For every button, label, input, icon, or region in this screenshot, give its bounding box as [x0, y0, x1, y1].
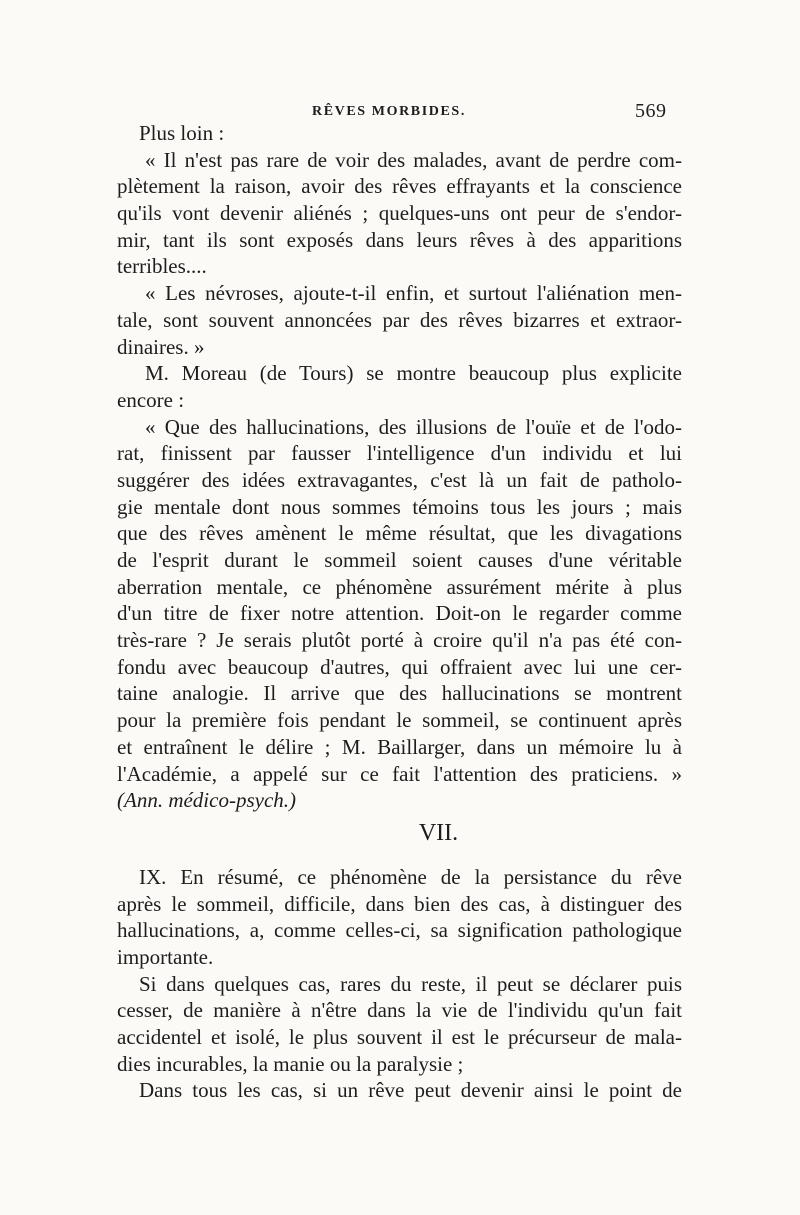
- text-line: l'Académie, a appelé sur ce fait l'attention des praticiens. »: [117, 761, 682, 786]
- text-line: aberration mentale, ce phénomène assurément mérite à plus: [117, 574, 682, 599]
- text-line: Dans tous les cas, si un rêve peut devenir ainsi le point de: [139, 1078, 682, 1103]
- page-number: 569: [635, 100, 667, 122]
- body-text: [117, 120, 682, 1104]
- text-line: qu'ils vont devenir aliénés ; quelques-uns ont peur de s'endor-: [117, 201, 682, 226]
- text-line: encore :: [117, 387, 185, 412]
- text-line: tale, sont souvent annoncées par des rêves bizarres et extraor-: [117, 307, 682, 332]
- text-line: M. Moreau (de Tours) se montre beaucoup plus explicite: [145, 361, 682, 386]
- text-line: « Les névroses, ajoute-t-il enfin, et surtout l'aliénation men-: [145, 281, 682, 306]
- text-line: terribles....: [117, 254, 207, 279]
- running-title: RÊVES MORBIDES.: [312, 104, 466, 119]
- section-heading: VII.: [418, 819, 459, 846]
- text-line: très-rare ? Je serais plutôt porté à croire qu'il n'a pas été con-: [117, 628, 682, 653]
- text-line: dies incurables, la manie ou la paralysie ;: [117, 1051, 464, 1076]
- text-line: suggérer des idées extravagantes, c'est là un fait de patholo-: [117, 467, 682, 492]
- text-line: IX. En résumé, ce phénomène de la persistance du rêve: [139, 864, 682, 889]
- text-line: de l'esprit durant le sommeil soient causes d'une véritable: [117, 548, 682, 572]
- text-line: fondu avec beaucoup d'autres, qui offraient avec lui une cer-: [117, 654, 682, 679]
- citation: (Ann. médico-psych.): [117, 788, 297, 813]
- text-line: « Que des hallucinations, des illusions de l'ouïe et de l'odo-: [145, 414, 682, 439]
- text-line: taine analogie. Il arrive que des hallucinations se montrent: [117, 681, 682, 706]
- text-line: et entraînent le délire ; M. Baillarger, dans un mémoire lu à: [117, 734, 682, 759]
- text-line: Si dans quelques cas, rares du reste, il peut se déclarer puis: [139, 971, 682, 996]
- text-line: gie mentale dont nous sommes témoins tous les jours ; mais: [117, 494, 682, 519]
- text-line: Plus loin :: [139, 121, 225, 145]
- text-line: hallucinations, a, comme celles-ci, sa signification pathologique: [117, 918, 682, 943]
- text-line: d'un titre de fixer notre attention. Doit-on le regarder comme: [117, 601, 682, 626]
- text-line: mir, tant ils sont exposés dans leurs rêves à des apparitions: [117, 227, 682, 252]
- text-line: accidentel et isolé, le plus souvent il est le précurseur de mala-: [117, 1025, 682, 1049]
- text-line: après le sommeil, difficile, dans bien des cas, à distinguer des: [117, 891, 682, 916]
- text-line: dinaires. »: [117, 334, 205, 359]
- text-line: cesser, de manière à n'être dans la vie de l'individu qu'un fait: [117, 998, 682, 1023]
- text-line: pour la première fois pendant le sommeil, se continuent après: [117, 708, 682, 733]
- section-spacer: [117, 850, 682, 864]
- text-line: importante.: [117, 944, 214, 969]
- text-line: plètement la raison, avoir des rêves effrayants et la conscience: [117, 174, 682, 199]
- text-line: que des rêves amènent le même résultat, que les divagations: [117, 521, 682, 546]
- text-line: rat, finissent par fausser l'intelligence d'un individu et lui: [117, 441, 682, 466]
- text-line: « Il n'est pas rare de voir des malades, avant de perdre com-: [145, 147, 682, 172]
